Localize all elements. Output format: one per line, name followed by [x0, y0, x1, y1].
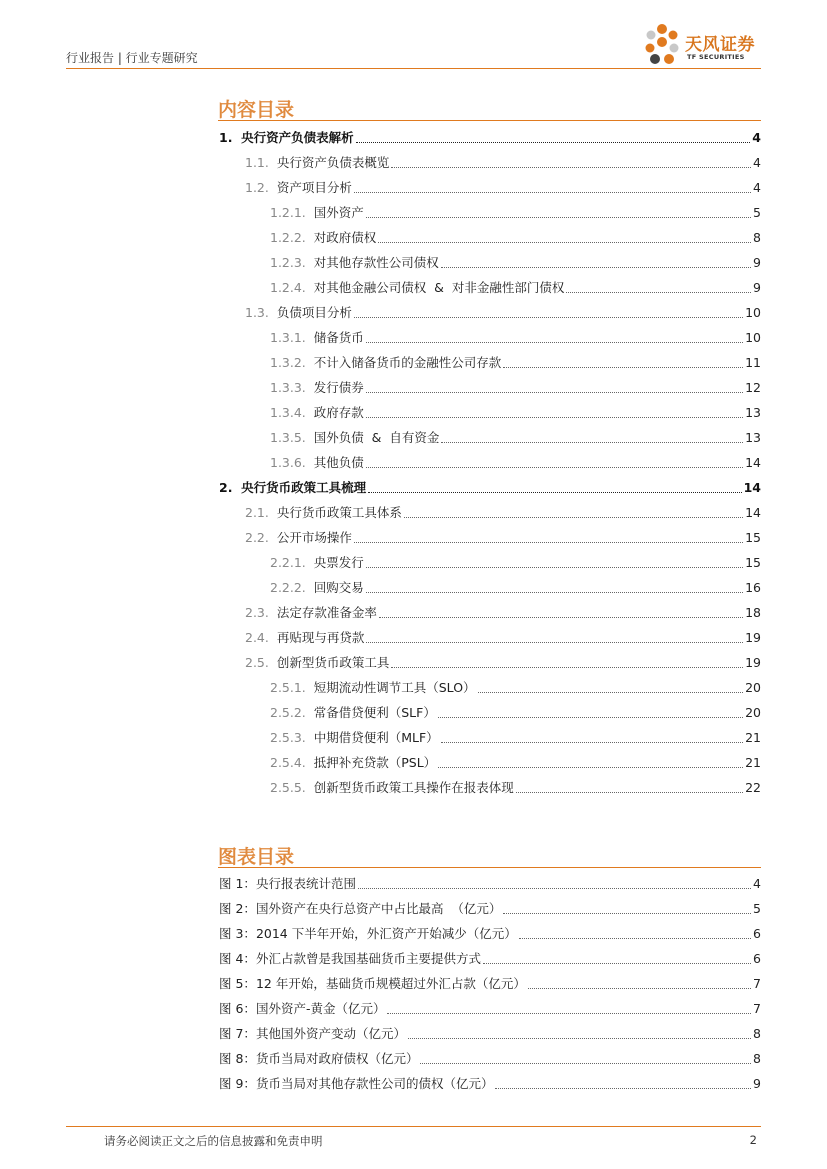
entry-title[interactable]: 国外资产: [313, 205, 364, 220]
entry-title[interactable]: 央票发行: [313, 555, 364, 570]
entry-page-number: 9: [753, 255, 761, 270]
entry-number: 2.5.5.: [270, 780, 314, 795]
figure-entry[interactable]: [219, 872, 761, 892]
entry-title[interactable]: 央行资产负债表概览: [276, 155, 390, 170]
entry-number: 1.3.4.: [270, 405, 314, 420]
report-type-label: 行业报告 | 行业专题研究: [66, 51, 198, 65]
toc-entry[interactable]: [270, 551, 761, 571]
figures-title: 图表目录: [218, 846, 295, 868]
logo-chinese-name: 天风证券: [685, 35, 755, 55]
toc-entry[interactable]: [270, 276, 761, 296]
toc-entry[interactable]: [270, 201, 761, 221]
toc-entry[interactable]: [270, 401, 761, 421]
toc-entry[interactable]: [270, 576, 761, 596]
toc-entry[interactable]: [270, 426, 761, 446]
dot-leader: [566, 292, 751, 293]
entry-page-number: 13: [745, 405, 761, 420]
entry-title[interactable]: 对政府债权: [313, 230, 377, 245]
dot-leader: [366, 217, 751, 218]
entry-page-number: 10: [745, 305, 761, 320]
entry-page-number: 5: [753, 205, 761, 220]
entry-page-number: 9: [753, 280, 761, 295]
toc-entry[interactable]: [245, 301, 761, 321]
entry-title[interactable]: 公开市场操作: [276, 530, 352, 545]
dot-leader: [354, 317, 743, 318]
entry-title[interactable]: 央行资产负债表解析: [241, 130, 354, 145]
dot-leader: [366, 467, 743, 468]
figure-entry[interactable]: [219, 947, 761, 967]
entry-page-number: 7: [753, 976, 761, 991]
toc-entry[interactable]: [270, 726, 761, 746]
toc-entry[interactable]: [245, 626, 761, 646]
figure-entry[interactable]: [219, 897, 761, 917]
entry-title[interactable]: 创新型货币政策工具: [276, 655, 390, 670]
dot-leader: [391, 167, 751, 168]
entry-page-number: 21: [745, 730, 761, 745]
entry-number: 图 7：: [219, 1026, 256, 1041]
entry-page-number: 13: [745, 430, 761, 445]
dot-leader: [503, 367, 743, 368]
entry-title[interactable]: 资产项目分析: [276, 180, 352, 195]
dot-leader: [378, 242, 751, 243]
toc-entry[interactable]: [219, 476, 761, 496]
entry-page-number: 10: [745, 330, 761, 345]
dot-leader: [354, 542, 743, 543]
entry-title[interactable]: 货币当局对政府债权（亿元）: [255, 1051, 419, 1066]
dot-leader: [379, 617, 743, 618]
toc-entry[interactable]: [245, 651, 761, 671]
entry-page-number: 14: [745, 505, 761, 520]
dot-leader: [408, 1038, 751, 1039]
entry-number: 2.2.: [245, 530, 277, 545]
toc-entry[interactable]: [270, 701, 761, 721]
figure-entry[interactable]: [219, 972, 761, 992]
toc-entry[interactable]: [270, 451, 761, 471]
entry-number: 2.5.: [245, 655, 277, 670]
dot-leader: [387, 1013, 751, 1014]
entry-number: 2.2.2.: [270, 580, 314, 595]
toc-entry[interactable]: [270, 226, 761, 246]
entry-number: 图 9：: [219, 1076, 256, 1091]
dot-leader: [368, 492, 741, 493]
dot-leader: [358, 888, 751, 889]
figure-entry[interactable]: [219, 997, 761, 1017]
toc-entry[interactable]: [245, 176, 761, 196]
entry-title[interactable]: 货币当局对其他存款性公司的债权（亿元）: [255, 1076, 494, 1091]
entry-page-number: 4: [752, 130, 761, 145]
entry-page-number: 11: [745, 355, 761, 370]
entry-title[interactable]: 对其他存款性公司债权: [313, 255, 439, 270]
entry-number: 图 5：: [219, 976, 256, 991]
entry-title[interactable]: 国外负债 & 自有资金: [313, 430, 440, 445]
entry-number: 图 4：: [219, 951, 256, 966]
entry-page-number: 5: [753, 901, 761, 916]
entry-page-number: 22: [745, 780, 761, 795]
dot-leader: [528, 988, 751, 989]
dot-leader: [366, 567, 743, 568]
entry-page-number: 14: [743, 480, 761, 495]
entry-title[interactable]: 其他国外资产变动（亿元）: [255, 1026, 406, 1041]
entry-title[interactable]: 央行货币政策工具梳理: [241, 480, 367, 495]
company-logo: [641, 22, 761, 68]
entry-number: 1.2.: [245, 180, 277, 195]
entry-number: 2.4.: [245, 630, 277, 645]
entry-number: 1.3.3.: [270, 380, 314, 395]
dot-leader: [438, 717, 743, 718]
entry-title[interactable]: 外汇占款曾是我国基础货币主要提供方式: [255, 951, 481, 966]
toc-entry[interactable]: [270, 326, 761, 346]
entry-number: 1.3.2.: [270, 355, 314, 370]
toc-entry[interactable]: [270, 751, 761, 771]
entry-title[interactable]: 2014 下半年开始，外汇资产开始减少（亿元）: [255, 926, 517, 941]
toc-entry[interactable]: [245, 526, 761, 546]
dot-leader: [478, 692, 744, 693]
entry-title[interactable]: 创新型货币政策工具操作在报表体现: [313, 780, 514, 795]
figure-entry[interactable]: [219, 1022, 761, 1042]
entry-page-number: 21: [745, 755, 761, 770]
dot-leader: [404, 517, 743, 518]
entry-page-number: 4: [753, 180, 761, 195]
entry-title[interactable]: 负债项目分析: [276, 305, 352, 320]
entry-number: 图 2：: [219, 901, 256, 916]
dot-leader: [441, 742, 743, 743]
entry-page-number: 15: [745, 555, 761, 570]
dot-leader: [516, 792, 743, 793]
entry-number: 1.2.4.: [270, 280, 314, 295]
dot-leader: [483, 963, 751, 964]
entry-title[interactable]: 常备借贷便利（SLF）: [313, 705, 436, 720]
entry-page-number: 8: [753, 1026, 761, 1041]
dot-leader: [503, 913, 751, 914]
entry-page-number: 18: [745, 605, 761, 620]
figure-entry[interactable]: [219, 922, 761, 942]
dot-leader: [366, 642, 743, 643]
page-number: 2: [749, 1133, 757, 1147]
logo-english-name: TF SECURITIES: [687, 53, 745, 61]
entry-page-number: 12: [745, 380, 761, 395]
dot-leader: [441, 267, 751, 268]
toc-entry[interactable]: [219, 126, 761, 146]
entry-title[interactable]: 政府存款: [313, 405, 364, 420]
entry-title[interactable]: 中期借贷便利（MLF）: [313, 730, 439, 745]
entry-title[interactable]: 法定存款准备金率: [276, 605, 377, 620]
entry-page-number: 8: [753, 230, 761, 245]
footer-divider: [66, 1126, 761, 1127]
dot-leader: [354, 192, 751, 193]
entry-title[interactable]: 抵押补充贷款（PSL）: [313, 755, 437, 770]
toc-entry[interactable]: [270, 676, 761, 696]
entry-page-number: 20: [745, 680, 761, 695]
entry-page-number: 19: [745, 630, 761, 645]
dot-leader: [495, 1088, 751, 1089]
entry-title[interactable]: 央行货币政策工具体系: [276, 505, 402, 520]
dot-leader: [441, 442, 743, 443]
entry-title[interactable]: 国外资产-黄金（亿元）: [255, 1001, 386, 1016]
entry-number: 图 8：: [219, 1051, 256, 1066]
entry-page-number: 20: [745, 705, 761, 720]
entry-page-number: 4: [753, 876, 761, 891]
dot-leader: [420, 1063, 751, 1064]
dot-leader: [366, 417, 743, 418]
contents-title-underline: [218, 120, 761, 121]
entry-number: 1.2.1.: [270, 205, 314, 220]
toc-entry[interactable]: [270, 376, 761, 396]
entry-page-number: 6: [753, 951, 761, 966]
entry-page-number: 15: [745, 530, 761, 545]
entry-number: 图 6：: [219, 1001, 256, 1016]
entry-number: 2.1.: [245, 505, 277, 520]
entry-number: 1.3.1.: [270, 330, 314, 345]
entry-title[interactable]: 央行报表统计范围: [255, 876, 356, 891]
entry-number: 2.5.4.: [270, 755, 314, 770]
entry-page-number: 6: [753, 926, 761, 941]
toc-entry[interactable]: [270, 351, 761, 371]
header-divider: [66, 68, 761, 69]
entry-page-number: 14: [745, 455, 761, 470]
dot-leader: [438, 767, 743, 768]
toc-entry[interactable]: [270, 251, 761, 271]
dot-leader: [391, 667, 743, 668]
entry-number: 1.3.5.: [270, 430, 314, 445]
entry-page-number: 9: [753, 1076, 761, 1091]
entry-number: 2.5.3.: [270, 730, 314, 745]
entry-title[interactable]: 再贴现与再贷款: [276, 630, 365, 645]
entry-title[interactable]: 不计入储备货币的金融性公司存款: [313, 355, 502, 370]
entry-number: 图 1：: [219, 876, 256, 891]
contents-title: 内容目录: [218, 99, 295, 121]
dot-leader: [519, 938, 751, 939]
entry-title[interactable]: 短期流动性调节工具（SLO）: [313, 680, 476, 695]
toc-entry[interactable]: [245, 501, 761, 521]
toc-entry[interactable]: [245, 151, 761, 171]
entry-page-number: 7: [753, 1001, 761, 1016]
entry-title[interactable]: 国外资产在央行总资产中占比最高 （亿元）: [255, 901, 502, 916]
entry-number: 1.2.3.: [270, 255, 314, 270]
dot-leader: [366, 592, 743, 593]
entry-number: 2.5.1.: [270, 680, 314, 695]
entry-title[interactable]: 对其他金融公司债权 & 对非金融性部门债权: [313, 280, 565, 295]
dot-leader: [366, 392, 743, 393]
entry-number: 1.2.2.: [270, 230, 314, 245]
entry-number: 1.1.: [245, 155, 277, 170]
entry-number: 2.: [219, 480, 242, 495]
entry-page-number: 8: [753, 1051, 761, 1066]
toc-entry[interactable]: [270, 776, 761, 796]
dot-leader: [356, 142, 751, 143]
entry-page-number: 19: [745, 655, 761, 670]
toc-entry[interactable]: [245, 601, 761, 621]
entry-number: 1.: [219, 130, 242, 145]
entry-number: 1.3.6.: [270, 455, 314, 470]
footer-disclaimer: 请务必阅读正文之后的信息披露和免责申明: [104, 1134, 323, 1148]
entry-title[interactable]: 储备货币: [313, 330, 364, 345]
entry-title[interactable]: 回购交易: [313, 580, 364, 595]
entry-title[interactable]: 12 年开始，基础货币规模超过外汇占款（亿元）: [255, 976, 526, 991]
entry-title[interactable]: 发行债券: [313, 380, 364, 395]
dot-leader: [366, 342, 743, 343]
entry-number: 2.5.2.: [270, 705, 314, 720]
figures-title-underline: [218, 867, 761, 868]
entry-number: 图 3：: [219, 926, 256, 941]
entry-title[interactable]: 其他负债: [313, 455, 364, 470]
figure-entry[interactable]: [219, 1047, 761, 1067]
entry-number: 2.3.: [245, 605, 277, 620]
entry-page-number: 4: [753, 155, 761, 170]
entry-number: 1.3.: [245, 305, 277, 320]
entry-number: 2.2.1.: [270, 555, 314, 570]
page-header: [66, 0, 761, 70]
entry-page-number: 16: [745, 580, 761, 595]
figure-entry[interactable]: [219, 1072, 761, 1092]
logo-petals-icon: [641, 22, 683, 66]
